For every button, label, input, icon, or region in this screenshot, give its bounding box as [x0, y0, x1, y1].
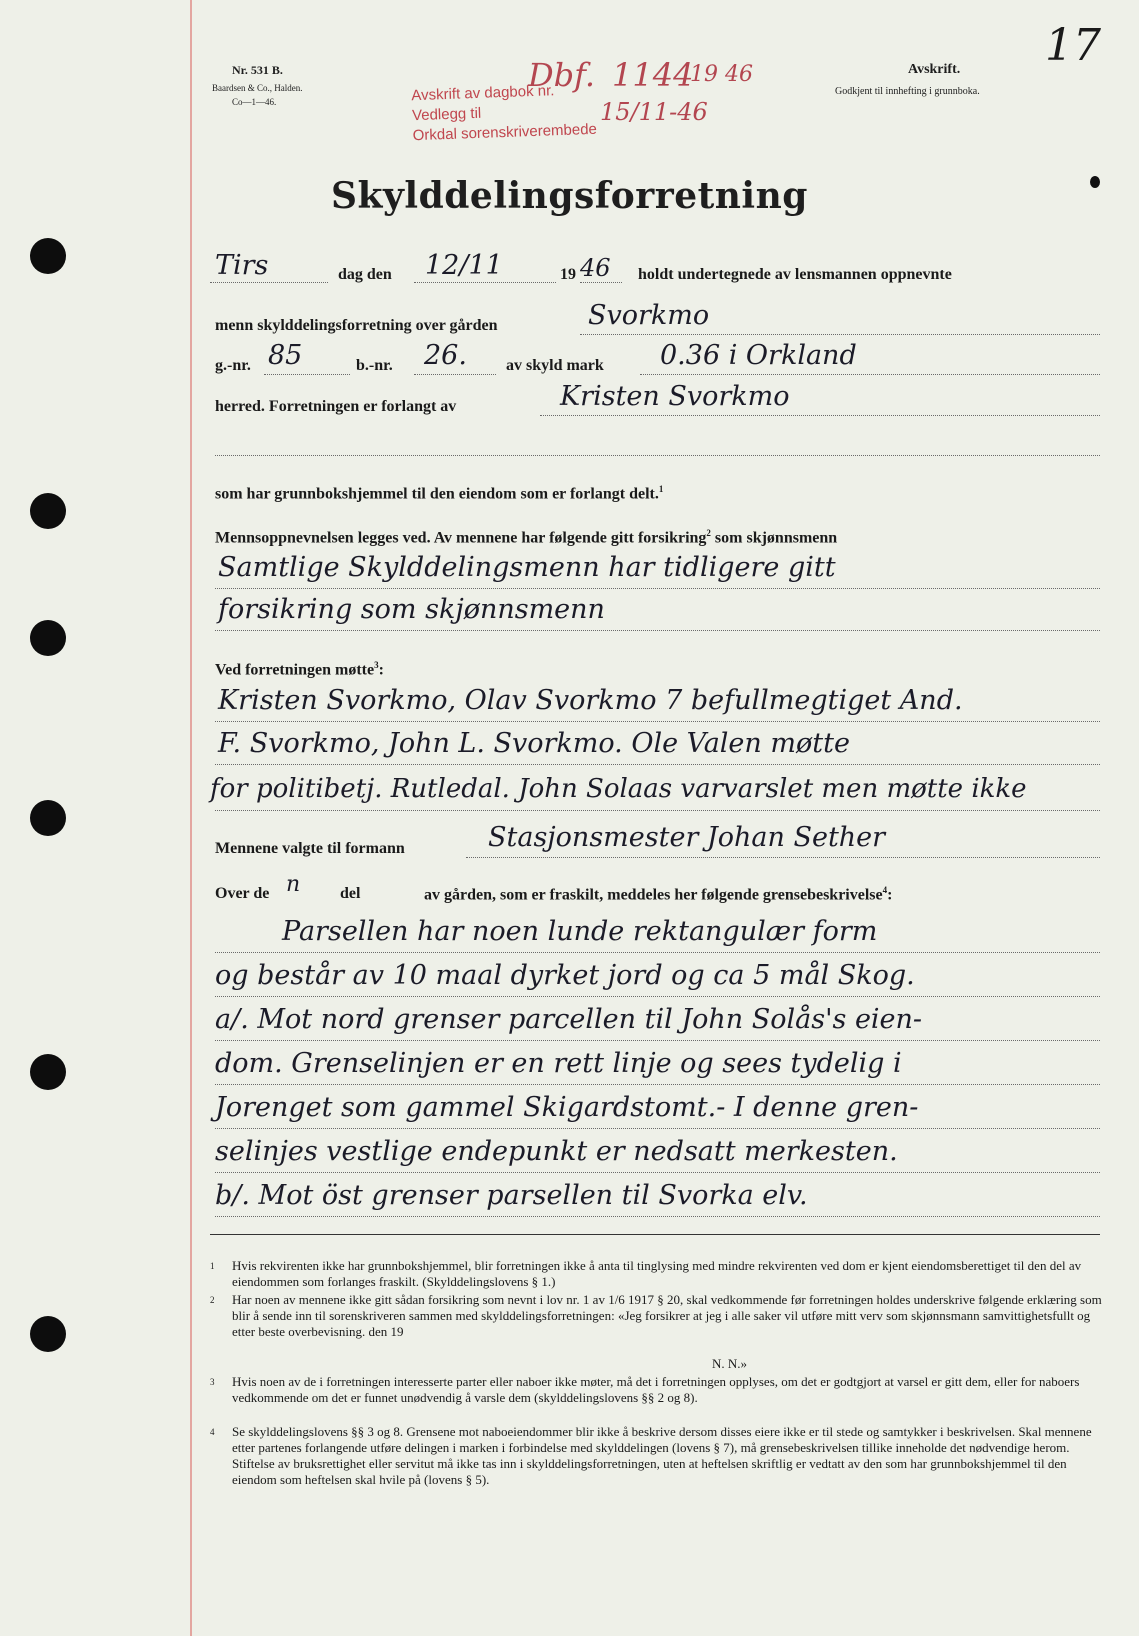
over-label-a: Over de	[215, 885, 270, 902]
footnote-ref: 4	[882, 885, 888, 895]
menn-text-body: Mennsoppnevnelsen legges ved. Av mennene har følgende gitt forsikring	[215, 529, 707, 547]
year-prefix: 19	[560, 266, 576, 283]
fill-line	[215, 455, 1100, 456]
footnote-ref: 1	[658, 484, 664, 494]
fill-line	[540, 415, 1100, 416]
fill-line	[466, 857, 1100, 858]
fill-line	[215, 996, 1100, 997]
held-text: holdt undertegnede av lensmannen oppnevnte	[638, 266, 952, 283]
fill-line	[210, 282, 328, 283]
footnote-text: Har noen av mennene ikke gitt sådan forsikring som nevnt i lov nr. 1 av 1/6 1917 § 20, skal vedkommende før forretningen holdes underskrive følgende erklæring som blir å sende inn til sorenskriveren sammen med skylddelingsforretningen: «Jeg forsikrer at jeg i alle saker vil utføre mitt verv som skjønnsmann samvittighetsfullt og etter beste overbevisning. den 19	[232, 1292, 1102, 1339]
stamp-year: 19 46	[690, 62, 753, 87]
footnote-2	[210, 1292, 1110, 1340]
footnote-ref: 2	[706, 528, 711, 538]
menn-hand-line-2: forsikring som skjønnsmenn	[218, 594, 605, 625]
approved-text: Godkjent til innhefting i grunnboka.	[835, 86, 980, 97]
stamp-line-3: Orkdal sorenskriverembede	[412, 120, 598, 145]
footnote-separator	[210, 1234, 1100, 1235]
stamp-line-1: Avskrift av dagbok nr.	[411, 82, 555, 105]
footnote-2-signature	[690, 1356, 890, 1372]
date-value: 12/11	[425, 250, 503, 281]
margin-line	[190, 0, 192, 1636]
fill-line	[215, 1084, 1100, 1085]
fill-line	[414, 374, 496, 375]
grunnbok-text-body: som har grunnbokshjemmel til den eiendom som er forlangt delt.	[215, 485, 659, 503]
copy-label: Avskrift.	[908, 62, 961, 77]
formann-value: Stasjonsmester Johan Sether	[488, 822, 886, 853]
mote-hand-line-1: Kristen Svorkmo, Olav Svorkmo 7 befullmegtiget And.	[218, 685, 963, 716]
footnote-1	[210, 1258, 1110, 1290]
formann-label: Mennene valgte til formann	[215, 840, 405, 857]
printer-name: Baardsen & Co., Halden.	[212, 83, 303, 93]
fill-line	[215, 764, 1100, 765]
day-value: Tirs	[215, 250, 269, 281]
footnote-ref: 3	[374, 660, 379, 670]
fill-line	[580, 282, 622, 283]
description-line-7: b/. Mot öst grenser parsellen til Svorka elv.	[215, 1180, 808, 1211]
over-hand: n	[286, 872, 301, 897]
punch-hole	[30, 1316, 66, 1352]
form-number: Nr. 531 B.	[232, 63, 283, 77]
herred-label: herred. Forretningen er forlangt av	[215, 398, 457, 415]
description-line-2: og består av 10 maal dyrket jord og ca 5 mål Skog.	[215, 960, 915, 991]
punch-hole	[30, 800, 66, 836]
skyld-label: av skyld mark	[506, 357, 604, 374]
footnote-4	[210, 1424, 1110, 1488]
stamp-line-2: Vedlegg til	[411, 104, 482, 125]
bnr-value: 26.	[424, 340, 467, 371]
fill-line	[215, 1040, 1100, 1041]
stamp-prefix: Dbf.	[528, 56, 596, 94]
footnote-text: Hvis rekvirenten ikke har grunnbokshjemmel, blir forretningen ikke å anta til tinglysing med mindre rekvirenten ved dom er kjent eiendomsberettiget til den del av eiendommen som forlanges fraskilt. (Skylddelingslovens § 1.)	[232, 1258, 1082, 1289]
farm-value: Svorkmo	[588, 300, 710, 331]
farm-label: menn skylddelingsforretning over gården	[215, 317, 498, 334]
document-title: Skylddelingsforretning	[331, 175, 808, 217]
footnote-text: Hvis noen av de i forretningen interesserte parter eller naboer ikke møter, må det i forretningen opplyses, om det er godtgjort at varsel er gitt dem, eller for naboers vedkommende om det er funnet unødvendig å varsle dem (skylddelingslovens §§ 2 og 8).	[232, 1374, 1080, 1405]
gnr-label: g.-nr.	[215, 357, 251, 374]
description-line-5: Jorenget som gammel Skigardstomt.- I denne gren-	[215, 1092, 919, 1123]
fill-line	[215, 630, 1100, 631]
bnr-label: b.-nr.	[356, 357, 393, 374]
footnote-number: 1	[210, 1261, 215, 1271]
fill-line	[640, 374, 1100, 375]
fill-line	[215, 588, 1100, 589]
punch-hole	[30, 493, 66, 529]
mote-hand-line-3: for politibetj. Rutledal. John Solaas varvarslet men møtte ikke	[210, 774, 1027, 804]
footnote-number: 2	[210, 1295, 215, 1305]
menn-text	[215, 528, 837, 547]
skyld-value: 0.36 i Orkland	[660, 340, 857, 371]
mote-hand-line-2: F. Svorkmo, John L. Svorkmo. Ole Valen møtte	[218, 728, 850, 759]
fill-line	[580, 334, 1100, 335]
description-line-3: a/. Mot nord grenser parcellen til John Solås's eien-	[215, 1004, 923, 1035]
fill-line	[215, 1172, 1100, 1173]
punch-hole	[30, 1054, 66, 1090]
menn-text-end: som skjønnsmenn	[714, 529, 838, 547]
punch-hole	[30, 620, 66, 656]
gnr-value: 85	[268, 340, 303, 371]
stamp-date: 15/11-46	[600, 98, 708, 126]
description-line-4: dom. Grenselinjen er en rett linje og sees tydelig i	[215, 1048, 902, 1079]
over-label-c: av gården, som er fraskilt, meddeles her følgende grensebeskrivelse$^4$:	[424, 885, 893, 904]
footnote-number: 3	[210, 1377, 215, 1387]
folio-number: 17	[1045, 20, 1101, 71]
requester-value: Kristen Svorkmo	[560, 381, 790, 412]
fill-line	[215, 810, 1100, 811]
footnote-text: N. N.»	[712, 1356, 748, 1371]
footnote-number: 4	[210, 1427, 215, 1437]
fill-line	[414, 282, 556, 283]
footnote-text: Se skylddelingslovens §§ 3 og 8. Grensene mot naboeiendommer blir ikke å beskrive dersom disses eiere ikke er til stede og samtykker i beskrivelsen. Skal mennene etter partenes forlangende utføre delingen i marken i forbindelse med skylddelingen (lovens § 7), må grensebeskrivelsen tillike inneholde det nødvendige herom. Stiftelse av bruksrettighet eller servitut må ikke tas inn i skylddelingsforretningen, uten at heftelsen skriftlig er vedtatt av den som har grunnbokshjemmel til den eiendom som heftelsen skal hvile på (lovens § 5).	[232, 1424, 1092, 1487]
fill-line	[215, 952, 1100, 953]
grunnbok-text	[215, 484, 663, 503]
mote-label: Ved forretningen møtte$^3$:	[215, 660, 384, 679]
over-label-b: del	[340, 885, 361, 902]
stamp-number: 1144	[612, 56, 694, 94]
description-line-6: selinjes vestlige endepunkt er nedsatt merkesten.	[215, 1136, 898, 1167]
fill-line	[215, 1128, 1100, 1129]
fill-line	[264, 374, 350, 375]
fill-line	[215, 1216, 1100, 1217]
dag-den-label: dag den	[338, 266, 392, 283]
footnote-3	[210, 1374, 1110, 1406]
print-code: Co—1—46.	[232, 97, 277, 107]
over-label-c-body: av gården, som er fraskilt, meddeles her følgende grensebeskrivelse	[424, 886, 883, 904]
punch-hole	[30, 238, 66, 274]
year-value: 46	[580, 254, 611, 282]
mote-label-body: Ved forretningen møtte	[215, 661, 375, 679]
menn-hand-line-1: Samtlige Skylddelingsmenn har tidligere gitt	[218, 552, 836, 583]
fill-line	[215, 721, 1100, 722]
description-line-1: Parsellen har noen lunde rektangulær form	[282, 916, 878, 947]
